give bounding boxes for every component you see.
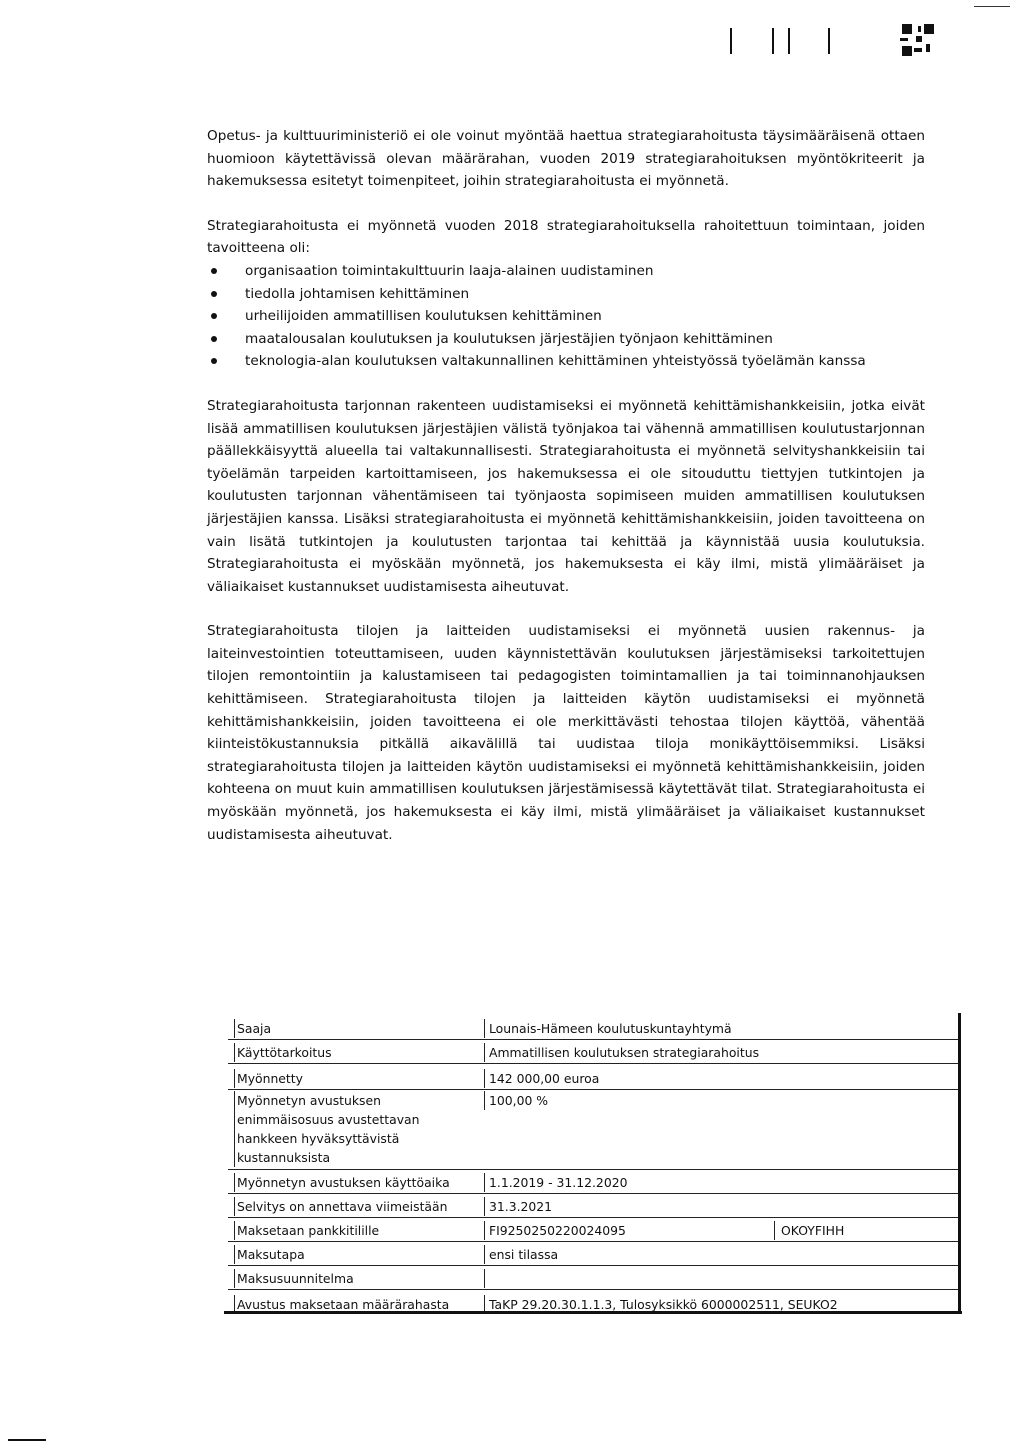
- row-value: Lounais-Hämeen koulutuskuntayhtymä: [484, 1019, 732, 1038]
- paragraph-not-granted-intro: Strategiarahoitusta ei myönnetä vuoden 2018 strategiarahoituksella rahoitettuun toimintaan, joiden tavoitteena oli:: [207, 217, 925, 257]
- table-right-border: [958, 1013, 961, 1313]
- list-item: tiedolla johtamisen kehittäminen: [207, 283, 925, 306]
- row-label: Myönnetyn avustuksen enimmäisosuus avustettavan hankkeen hyväksyttävistä kustannuksista: [234, 1091, 467, 1167]
- table-bottom-border: [224, 1311, 962, 1314]
- list-item: maatalousalan koulutuksen ja koulutuksen järjestäjien työnjaon kehittäminen: [207, 328, 925, 351]
- list-item: teknologia-alan koulutuksen valtakunnallinen kehittäminen yhteistyössä työelämän kanssa: [207, 350, 925, 373]
- bullet-icon: [211, 358, 217, 364]
- row-value: 142 000,00 euroa: [484, 1069, 599, 1088]
- row-value: TaKP 29.20.30.1.1.3, Tulosyksikkö 6000002511, SEUKO2: [484, 1295, 838, 1314]
- table-row: [228, 1267, 958, 1290]
- document-body: [207, 125, 925, 846]
- row-value: Ammatillisen koulutuksen strategiarahoitus: [484, 1043, 759, 1062]
- bullet-icon: [211, 268, 217, 274]
- paragraph-facilities: Strategiarahoitusta tilojen ja laitteiden uudistamiseksi ei myönnetä uusien rakennus- ja laiteinvestointien toteuttamiseen, uuden käynnistettävän koulutuksen järjestämiseksi tarkoitettujen tilojen remontointiin ja kalustamiseen tai pedagogisten toimintamallien ja tai toiminnanohjauksen kehittämiseen. Strategiarahoitusta tilojen ja laitteiden käytön uudistamiseksi ei myönnetä kehittämishankkeisiin, joiden tavoitteena ei ole merkittävästi tehostaa tilojen käyttöä, vähentää kiinteistökustannuksia pitkällä aikavälillä tai uudistaa tiloja monikäyttöisemmiksi. Lisäksi strategiarahoitusta tilojen ja laitteiden käytön uudistamiseksi ei myönnetä kehittämishankkeisiin, joiden kohteena on muut kuin ammatillisen koulutuksen järjestämisessä käytettävät tilat. Strategiarahoitusta ei myöskään myönnetä, jos hakemuksesta ei käy ilmi, mistä ylimääräiset ja väliaikaiset kustannukset uudistamisesta aiheutuvat.: [207, 623, 925, 843]
- bottom-edge-line: [8, 1439, 46, 1441]
- row-label: Käyttötarkoitus: [234, 1043, 332, 1062]
- table-row: [228, 1195, 958, 1218]
- funding-details-table: [228, 1013, 962, 1323]
- row-label: Selvitys on annettava viimeistään: [234, 1197, 447, 1216]
- bullet-icon: [211, 336, 217, 342]
- table-row: [228, 1017, 958, 1040]
- table-row: [228, 1243, 958, 1266]
- top-edge-line: [974, 6, 1010, 7]
- bullet-icon: [211, 291, 217, 297]
- bullet-icon: [211, 313, 217, 319]
- row-label: Avustus maksetaan määrärahasta: [234, 1295, 449, 1314]
- row-value: FI9250250220024095: [484, 1221, 626, 1240]
- list-item: urheilijoiden ammatillisen koulutuksen kehittäminen: [207, 305, 925, 328]
- row-value: ensi tilassa: [484, 1245, 558, 1264]
- row-label: Maksusuunnitelma: [234, 1269, 354, 1288]
- table-row: [228, 1171, 958, 1194]
- table-row: [228, 1291, 958, 1313]
- row-label: Maksetaan pankkitilille: [234, 1221, 379, 1240]
- row-value-bic: OKOYFIHH: [774, 1221, 844, 1240]
- bullet-list: [207, 260, 925, 373]
- row-label: Saaja: [234, 1019, 271, 1038]
- row-value: 31.3.2021: [484, 1197, 552, 1216]
- paragraph-supply-structure: Strategiarahoitusta tarjonnan rakenteen uudistamiseksi ei myönnetä kehittämishankkeisiin, jotka eivät lisää ammatillisen koulutuksen järjestäjien välistä työnjakoa tai vähennä ammatillisen koulutustarjonnan päällekkäisyyttä alueella tai valtakunnallisesti. Strategiarahoitusta ei myönnetä selvityshankkeisiin tai työelämän tarpeiden kartoittamiseen, jos hakemuksessa ei ole sitouduttu tiettyjen tutkintojen ja koulutusten tarjonnan vähentämiseen tai työnjaosta sopimiseen muiden ammatillisen koulutuksen järjestäjien kanssa. Lisäksi strategiarahoitusta ei myönnetä kehittämishankkeisiin, joiden tavoitteena on vain lisätä tutkintojen ja koulutusten tarjontaa tai kehittää ja käynnistää uusia koulutuksia. Strategiarahoitusta ei myöskään myönnetä, jos hakemuksesta ei käy ilmi, mistä ylimääräiset ja väliaikaiset kustannukset uudistamisesta aiheutuvat.: [207, 397, 925, 595]
- row-value: [484, 1269, 489, 1288]
- table-row: [228, 1091, 958, 1170]
- table-row: [228, 1041, 958, 1064]
- row-value: 100,00 %: [484, 1091, 548, 1110]
- table-row: [228, 1065, 958, 1090]
- row-label: Myönnetyn avustuksen käyttöaika: [234, 1173, 450, 1192]
- barcode: [730, 28, 840, 54]
- paragraph-funding-decision: Opetus- ja kulttuuriministeriö ei ole voinut myöntää haettua strategiarahoitusta täysimääräisenä ottaen huomioon käytettävissä olevan määrärahan, vuoden 2019 strategiarahoituksen myöntökriteerit ja hakemuksessa esitetyt toimenpiteet, joihin strategiarahoitusta ei myönnetä.: [207, 128, 925, 190]
- table-row: [228, 1219, 958, 1242]
- row-label: Myönnetty: [234, 1069, 303, 1088]
- list-item: organisaation toimintakulttuurin laaja-alainen uudistaminen: [207, 260, 925, 283]
- row-label: Maksutapa: [234, 1245, 305, 1264]
- row-value: 1.1.2019 - 31.12.2020: [484, 1173, 627, 1192]
- qr-code-icon: [900, 22, 936, 58]
